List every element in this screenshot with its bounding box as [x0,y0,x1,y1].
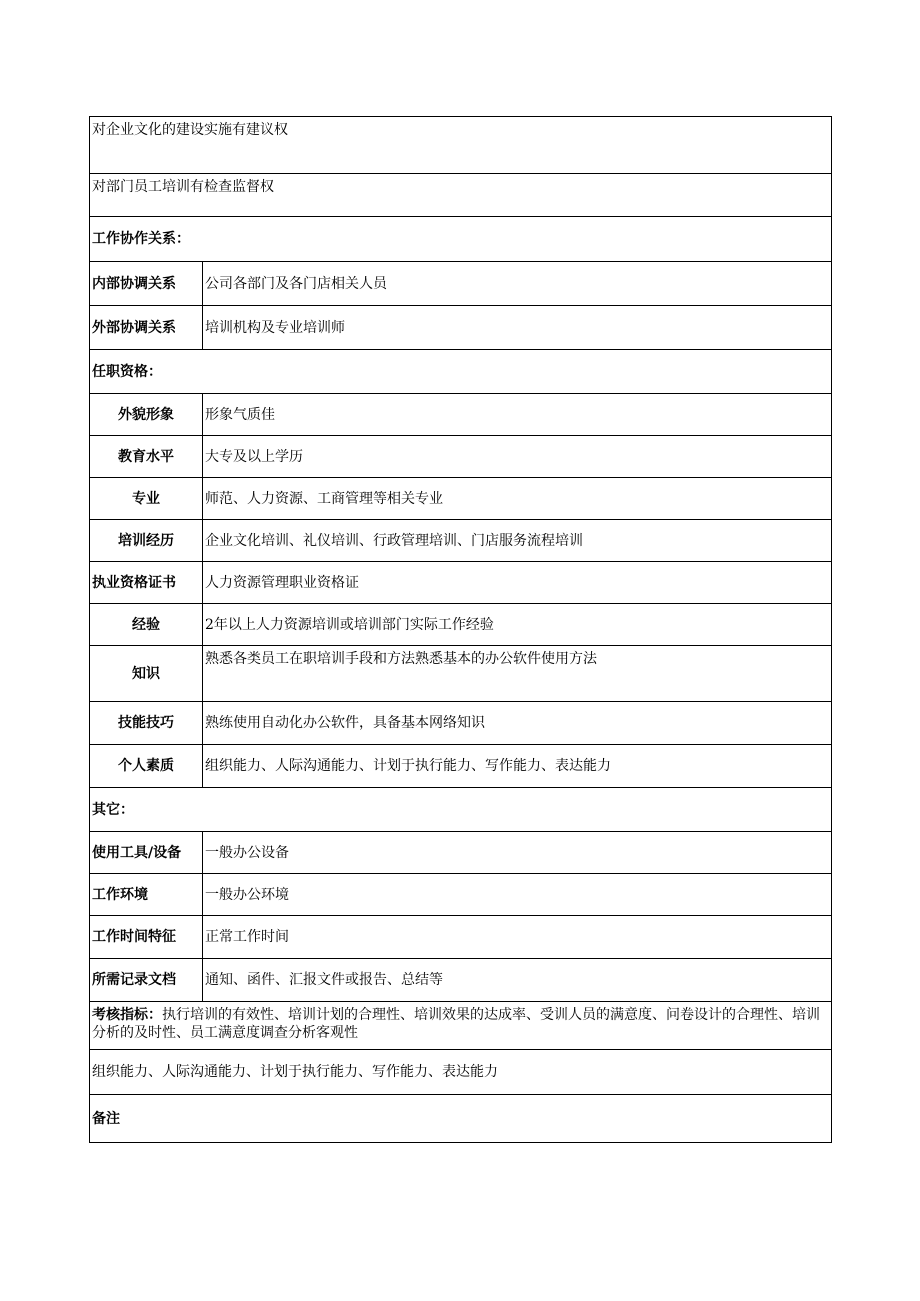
table-row [90,478,832,520]
authority-text: 对企业文化的建设实施有建议权 [90,117,832,174]
table-row [90,604,832,646]
section-heading-row [90,217,832,262]
table-row [90,832,832,874]
field-value: 大专及以上学历 [203,436,832,478]
field-value: 熟悉各类员工在职培训手段和方法熟悉基本的办公软件使用方法 [203,646,832,702]
field-value: 正常工作时间 [203,916,832,959]
field-value: 熟练使用自动化办公软件，具备基本网络知识 [203,702,832,745]
field-value: 师范、人力资源、工商管理等相关专业 [203,478,832,520]
field-value: 培训机构及专业培训师 [203,306,832,350]
field-label: 执业资格证书 [90,562,203,604]
field-label: 个人素质 [90,745,203,788]
field-label: 使用工具/设备 [90,832,203,874]
field-value: 组织能力、人际沟通能力、计划于执行能力、写作能力、表达能力 [203,745,832,788]
table-row [90,745,832,788]
table-row [90,959,832,1002]
field-value: 人力资源管理职业资格证 [203,562,832,604]
field-value: 一般办公设备 [203,832,832,874]
table-row [90,306,832,350]
section-heading: 其它： [90,788,832,832]
field-value: 形象气质佳 [203,394,832,436]
table-row [90,394,832,436]
field-label: 专业 [90,478,203,520]
table-row [90,174,832,217]
field-value: 公司各部门及各门店相关人员 [203,262,832,306]
table-row [90,916,832,959]
field-label: 内部协调关系 [90,262,203,306]
field-label: 工作环境 [90,874,203,916]
assessment-label: 考核指标： [92,1007,162,1023]
section-heading: 任职资格： [90,350,832,394]
field-value: 一般办公环境 [203,874,832,916]
assessment-row [90,1002,832,1050]
table-row [90,702,832,745]
authority-text: 对部门员工培训有检查监督权 [90,174,832,217]
assessment-text: 执行培训的有效性、培训计划的合理性、培训效果的达成率、受训人员的满意度、问卷设计的合理性、培训分析的及时性、员工满意度调查分析客观性 [92,1007,820,1041]
section-heading-row [90,788,832,832]
table-row [90,562,832,604]
field-label: 外部协调关系 [90,306,203,350]
table-row [90,1050,832,1095]
field-value: 2年以上人力资源培训或培训部门实际工作经验 [203,604,832,646]
summary-text: 组织能力、人际沟通能力、计划于执行能力、写作能力、表达能力 [90,1050,832,1095]
field-label: 所需记录文档 [90,959,203,1002]
remarks-row [90,1095,832,1143]
field-label: 知识 [90,646,203,702]
field-label: 外貌形象 [90,394,203,436]
field-value: 企业文化培训、礼仪培训、行政管理培训、门店服务流程培训 [203,520,832,562]
section-heading: 工作协作关系： [90,217,832,262]
assessment-cell [90,1002,832,1050]
field-label: 技能技巧 [90,702,203,745]
remarks-label: 备注 [90,1095,832,1143]
table-row [90,646,832,702]
table-row [90,262,832,306]
section-heading-row [90,350,832,394]
job-description-table [89,116,832,1143]
field-label: 教育水平 [90,436,203,478]
table-row [90,520,832,562]
field-label: 培训经历 [90,520,203,562]
table-row [90,874,832,916]
field-value: 通知、函件、汇报文件或报告、总结等 [203,959,832,1002]
field-label: 经验 [90,604,203,646]
table-row [90,436,832,478]
field-label: 工作时间特征 [90,916,203,959]
table-row [90,117,832,174]
